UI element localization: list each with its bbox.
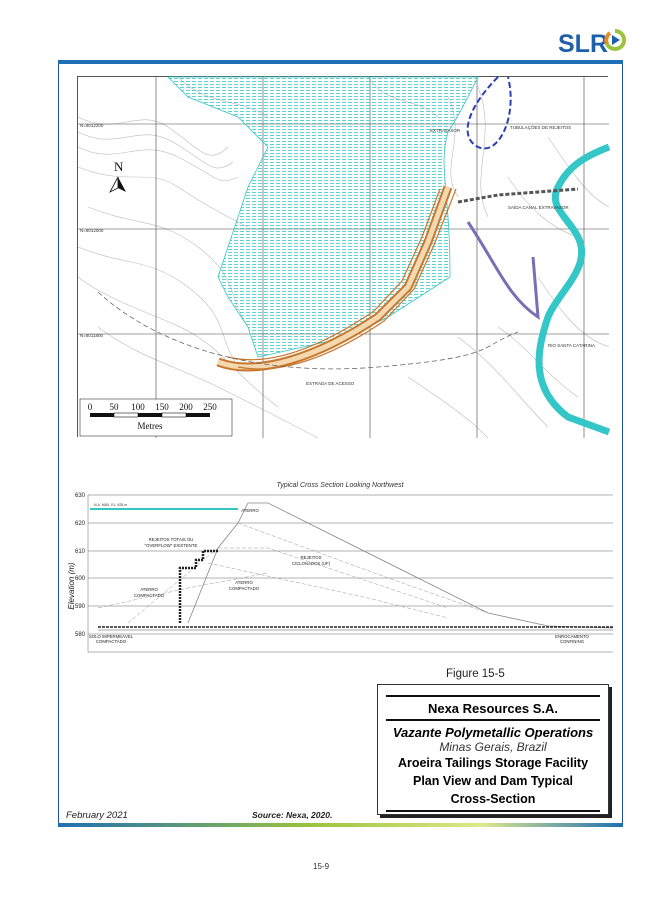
cross-section-ylabel: Elevation (m) <box>67 562 76 610</box>
project-location: Minas Gerais, Brazil <box>439 740 547 754</box>
label-impermeable-soil: SOLO IMPERMEÁVEL <box>88 634 134 639</box>
scale-tick: 0 <box>87 402 93 412</box>
ytick-label: 620 <box>74 521 85 527</box>
scale-tick: 250 <box>203 402 217 412</box>
scale-tick: 200 <box>179 402 193 412</box>
ytick-label: 580 <box>74 632 85 638</box>
map-drawing <box>78 77 609 438</box>
page-number: 15-9 <box>313 862 330 871</box>
figure-caption: Figure 15-5 <box>446 668 505 680</box>
ytick-label: 600 <box>74 576 85 582</box>
label-compacted-right: COMPACTADO <box>228 586 260 591</box>
dam-cross-section <box>68 478 613 658</box>
annotation-pipes: TUBULAÇÕES DE REJEITOS <box>510 125 572 130</box>
figure-title-line-1: Aroeira Tailings Storage Facility <box>397 756 589 770</box>
label-fill-left: ATERRO <box>140 587 158 592</box>
grid-label-north-3: N=8011800 <box>80 333 104 338</box>
figure-title-line-3: Cross-Section <box>450 792 536 806</box>
elevation-gridlines <box>88 495 613 652</box>
label-tailings: REJEITOS <box>300 555 322 560</box>
annotation-channel-exit: SAÍDA CANAL EXTRAVASOR <box>508 205 569 210</box>
figure-title-line-2: Plan View and Dam Typical <box>412 774 573 788</box>
label-fill-right: ATERRO <box>235 580 253 585</box>
bottom-color-bar <box>58 823 623 827</box>
scale-unit: Metres <box>137 421 163 431</box>
scale-tick: 50 <box>109 402 119 412</box>
label-compacted-soil: COMPACTADO <box>95 639 127 644</box>
annotation-river: RIO SANTA CATARINA <box>548 343 596 348</box>
label-overflow: "OVERFLOW" EXISTENTE <box>144 543 198 548</box>
ytick-label: 590 <box>74 604 85 610</box>
label-compacted-left: COMPACTADO <box>133 593 165 598</box>
logo-text: SLR <box>558 30 608 58</box>
scale-bar <box>80 399 232 436</box>
label-confining: CONFINING <box>559 639 585 644</box>
grid-label-north-1: N=8012200 <box>80 123 104 128</box>
footer-date: February 2021 <box>66 810 128 821</box>
slr-logo-mark-icon <box>604 29 626 51</box>
cross-section-drawing <box>68 478 613 658</box>
project-name: Vazante Polymetallic Operations <box>392 725 594 740</box>
ytick-label: 630 <box>74 493 85 499</box>
plan-view-map <box>77 76 608 437</box>
dam-profile <box>188 503 613 628</box>
scale-tick: 100 <box>131 402 145 412</box>
ytick-label: 610 <box>74 549 85 555</box>
annotation-spillway: EXTRAVASOR <box>430 128 461 133</box>
north-label: N <box>114 159 124 174</box>
label-rockfill: ENROCAMENTO <box>555 634 589 639</box>
footer-source: Source: Nexa, 2020. <box>252 810 333 820</box>
label-cyclone: CICLONADOS (UF) <box>291 561 331 566</box>
label-total-tailings: REJEITOS TOTAIS OU <box>148 537 194 542</box>
company-name: Nexa Resources S.A. <box>427 701 559 716</box>
water-level-label: N.A. MÁX. EL. 625 m <box>94 503 128 507</box>
title-block <box>377 684 609 815</box>
grid-label-north-2: N=8012000 <box>80 228 104 233</box>
top-color-bar <box>58 60 623 64</box>
scale-tick: 150 <box>155 402 169 412</box>
annotation-access-road: ESTRADA DE ACESSO <box>306 381 355 386</box>
cross-section-title: Typical Cross Section Looking Northwest <box>276 482 404 489</box>
label-fill-top: ATERRO <box>241 508 259 513</box>
